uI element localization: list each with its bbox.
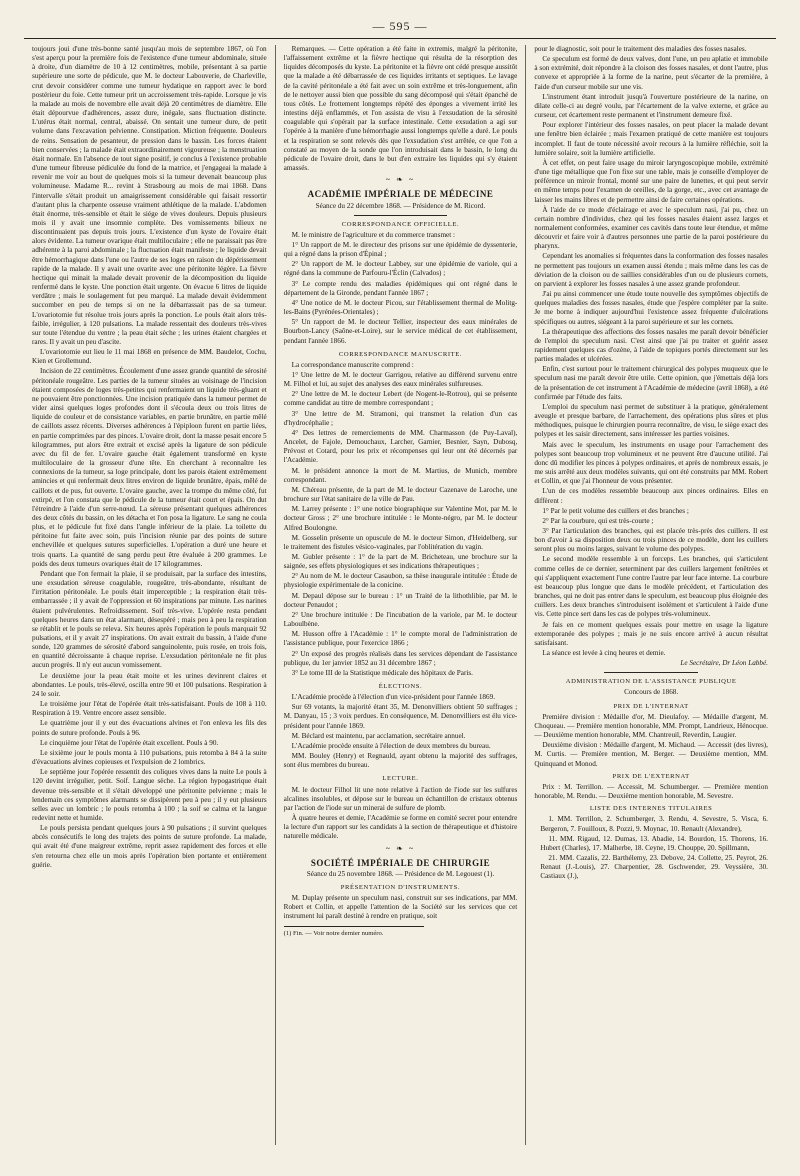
internat-item: Deuxième division : Médaille d'argent, M. Michaud. — Accessit (des livres), M. Curtis. — Première mention, M. Berger. — Deuxième mention, MM. Quinquand et Monod. xyxy=(534,741,768,768)
column-left xyxy=(24,45,275,1145)
ornament-divider: ~ ❧ ~ xyxy=(385,175,416,185)
speculum-paragraph: Enfin, c'est surtout pour le traitement chirurgical des polypes muqueux que le speculum nasi me paraît devoir être utile. Cette opinion, que j'émettais déjà lors de la présentation de cet instrument à l'Académie de médecine (avril 1868), a été confirmée par l'étude des faits. xyxy=(534,365,768,401)
case-paragraph: L'ovariotomie eut lieu le 11 mai 1868 en présence de MM. Baudelot, Cochu, Kien et Grollemund. xyxy=(32,348,267,366)
manuscript-item: M. Gubler présente : 1° de la part de M. Bricheteau, une brochure sur la saignée, ses effets physiologiques et ses indications thérapeutiques ; xyxy=(283,552,518,571)
interns-list-item: 21. MM. Cazalis, 22. Barthélemy, 23. Debove, 24. Collette, 25. Peyrot, 26. Renaut (J.-Louis), 27. Charpentier, 28. Gschwender, 29. Veyssière, 30. Castiaux (J.), xyxy=(540,853,768,881)
speculum-paragraph: Cependant les anomalies si fréquentes dans la conformation des fosses nasales ne permettent pas toujours un examen aussi étendu ; mais même dans les cas de déviation de la cloison ou de saillies considérables d'un ou de plusieurs cornets, on parvient à explorer les fosses nasales à une assez grande profondeur. xyxy=(534,252,768,288)
manuscript-item: 2° Une lettre de M. le docteur Lebert (de Nogent-le-Rotrou), qui se présente comme candidat au titre de membre correspondant ; xyxy=(283,390,518,408)
instruments-title: PRÉSENTATION D'INSTRUMENTS. xyxy=(340,883,461,891)
case-paragraph: Le quatrième jour il y eut des évacuations alvines et l'on enleva les fils des points de suture profonde. Pouls à 96. xyxy=(32,719,267,737)
speculum-paragraph: La séance est levée à cinq heures et demie. xyxy=(542,649,666,657)
official-correspondence-title: CORRESPONDANCE OFFICIELLE. xyxy=(341,220,460,228)
manuscript-item: 3° Une lettre de M. Stramoni, qui transmet la relation d'un cas d'hydrocéphalie ; xyxy=(283,409,518,427)
externat-title: PRIX DE L'EXTERNAT xyxy=(612,772,690,780)
case-paragraph: toujours joui d'une très-bonne santé jusqu'au mois de septembre 1867, où l'on s'est aperçu pour la première fois de l'existence d'une tumeur abdominale, située à droite, d'un diamètre de 10 à 12 centimètres, mobile, présentant à sa partie supérieure une sorte de pédicule, que M. le docteur Labouverie, de Charleville, crut devoir considérer comme une tumeur hydatique en rapport avec le bord postérieur du foie. Cette tumeur prit un accroissement très-rapide. Lorsque je vis la malade au mois de novembre elle avait déjà 20 centimètres de diamètre. Elle était dépourvue d'adhérences, assez dure, inégale, sans fluctuation distincte. L'utérus était normal, central, abaissé. On sentait une tumeur dure, de petit volume dans l'excavation pelvienne. Constipation. Miction fréquente. Douleurs de reins. Sensation de pesanteur, de pression dans le bassin. Les forces étaient bien conservées ; la malade était extraordinairement vigoureuse ; la menstruation était normale. En l'absence de tout signe positif, je conclus à l'existence probable d'une tumeur fibreuse pédiculée du fond de la matrice, et j'engageai la malade à revenir me voir au bout de quelques mois si la tumeur devenait beaucoup plus volumineuse. Madame R... revint à Strasbourg au mois de mai 1868. Dans l'intervalle s'était produit un amaigrissement considérable qui faisait ressortir d'autant plus la charpente osseuse vraiment athlétique de la malade. L'abdomen était énorme, très-sensible et était le siége de vives douleurs. Depuis plusieurs mois il y avait une insomnie complète. Des vomissements bilieux ne discontinuaient pas depuis trois jours. L'existence d'un kyste de l'ovaire était alors évidente. La tumeur ovarique était multiloculaire ; elle ne paraissait pas être adhérente à la paroi abdominale ; la fluctuation était manifeste ; le liquide devait être hémorrhagique dans l'une ou l'autre de ses loges en raison du dépérissement rapide de la malade. Il y avait une ovarite avec une péritonite légère. La fièvre hectique qui minait la malade devait provenir de la décomposition du liquide renfermé dans le kyste. Une ponction était urgente. On évacue 6 litres de liquide verdâtre ; mais le soulagement fut peu marqué. La malade devait évidemment succomber en peu de temps si on ne la débarrassait pas de sa tumeur. L'ovariotomie fut résolue trois jours après la ponction. Le pouls était alors très-faible, irrégulier, à 120 pulsations. La malade ressentait des douleurs très-vives sur toute l'étendue du ventre ; la peau était sèche ; les urines étaient chargées et rares. Il y avait un peu d'ascite. xyxy=(32,45,267,346)
admin-title: ADMINISTRATION DE L'ASSISTANCE PUBLIQUE xyxy=(565,678,737,686)
page-number: — 595 — xyxy=(372,19,428,33)
elections-title: ÉLECTIONS. xyxy=(378,683,423,690)
divider xyxy=(604,672,697,673)
manuscript-item: M. Husson offre à l'Académie : 1° le compte moral de l'administration de l'assistance publique, pour l'exercice 1866 ; xyxy=(283,630,518,648)
manuscript-item: M. Chéreau présente, de la part de M. le docteur Cazenave de Laroche, une brochure sur l'état sanitaire de la ville de Pau. xyxy=(283,485,518,504)
manuscript-item: 2° Une brochure intitulée : De l'incubation de la variole, par M. le docteur Laboulbène. xyxy=(283,610,518,629)
ornament-divider: ~ ❧ ~ xyxy=(385,843,416,853)
lecture-title: LECTURE. xyxy=(382,775,419,783)
column-middle xyxy=(275,45,526,1145)
manuscript-item: M. Depaul dépose sur le bureau : 1° un Traité de la lithothlibie, par M. le docteur Penaudot ; xyxy=(283,591,518,609)
footnote: (1) Fin. — Voir notre dernier numéro. xyxy=(284,926,424,938)
internat-item: Première division : Médaille d'or, M. Dieulafoy. — Médaille d'argent, M. Choqueau. — Première mention honorable, MM. Prompt, Landrieux, Hénocque. — Deuxième mention honorable, MM. Chantreuil, Reverdin, Laugier. xyxy=(534,712,768,740)
externat-text: Prix : M. Terrillon. — Accessit, M. Schumberger. — Première mention honorable, M. Rendu. — Deuxième mention honorable, M. Sevestre. xyxy=(534,782,768,801)
column-right xyxy=(525,45,776,1145)
speculum-paragraph: 2° Par la courbure, qui est très-courte ; xyxy=(542,516,654,525)
case-paragraph: Le septième jour l'opérée ressentit des coliques vives dans la nuite Le pouls à 120 devint irrégulier, petit. Soif. Langue sèche. La région hypogastrique était devenue très-sensible et il s'était développé une péritonite pelvienne ; mais le lendemain ces symptômes alarmants se dissipèrent peu à peu ; il y eut plusieurs selles avec un lombric ; le pouls retomba à 100 ; la soif se calma et la langue redevint nette et humide. xyxy=(32,768,267,822)
surgery-society-title: SOCIÉTÉ IMPÉRIALE DE CHIRURGIE xyxy=(310,857,491,868)
speculum-paragraph: 1° Par le petit volume des cuillers et des branches ; xyxy=(542,506,689,515)
manuscript-item: 2° Au nom de M. le docteur Casaubon, sa thèse inaugurale intitulée : Étude de physiologie expérimentale de la conicine. xyxy=(283,572,518,590)
speculum-paragraph: À cet effet, on peut faire usage du miroir laryngoscopique mobile, extrémité d'une tige métallique que l'on fixe sur une table, mais je conseille d'employer de préférence un miroir frontal, monté sur une paire de lunettes, et qui peut servir en même temps pour l'examen de oreilles, de la gorge, etc., avec cet avantage de laisser les mains libres et de permettre ainsi de faire certaines opérations. xyxy=(534,158,768,204)
manuscript-item: M. Gosselin présente un opuscule de M. le docteur Simon, d'Heidelberg, sur le traitement des fistules vésico-vaginales, par l'oblitération du vagin. xyxy=(283,533,518,551)
surgery-session: Séance du 25 novembre 1868. — Présidence de M. Legouest (1). xyxy=(306,869,495,878)
manuscript-item: 2° Un exposé des progrès réalisés dans les services dépendant de l'assistance publique, du 1er janvier 1852 au 31 décembre 1867 ; xyxy=(283,649,518,667)
speculum-paragraph: Pour explorer l'intérieur des fosses nasales, on peut placer la malade devant une fenêtre bien éclairée ; mais l'examen pratiqué de cette manière est toujours incomplet. Il faut de toute nécessité avoir recours à la lumière réfléchie, soit la lumière solaire, soit la lumière artificielle. xyxy=(534,121,768,157)
internat-title: PRIX DE L'INTERNAT xyxy=(613,702,689,710)
official-item: 5° Un rapport de M. le docteur Tellier, inspecteur des eaux minérales de Bourbon-Lancy (Saône-et-Loire), sur le service médical de cet établissement, pendant l'année 1866. xyxy=(283,318,518,345)
speculum-paragraph: L'emploi du speculum nasi permet de substituer à la pratique, généralement aveugle et presque barbare, de l'arrachement, des opérations plus sûres et plus méthodiques, puisque le chirurgien pourra reconnaître, de visu, le siège exact des polypes et les saisir directement, sans intéresser les parties voisines. xyxy=(534,402,768,439)
elections-item: M. Béclard est maintenu, par acclamation, secrétaire annuel. xyxy=(291,731,466,740)
interns-list-item: 1. MM. Terrillon, 2. Schumberger, 3. Rendu, 4. Sevestre, 5. Visca, 6. Bergeron, 7. Fouilloux, 8. Pozzi, 9. Moynac, 10. Renault (Alexandre), xyxy=(540,815,768,833)
case-paragraph: Le troisième jour l'état de l'opérée était très-satisfaisant. Pouls de 108 à 110. Respiration à 19. Ventre encore assez sensible. xyxy=(32,700,267,718)
interns-list-item: 11. MM. Rigaud, 12. Dumas, 13. Abadie, 14. Bourdon, 15. Thorens, 16. Hubert (Charles), 17. Malherbe, 18. Ceyne, 19. Chouppe, 20. Spillmann, xyxy=(540,834,768,852)
speculum-paragraph: Je fais en ce moment quelques essais pour mettre en usage la ligature extemporanée des polypes ; mais je ne suis encore arrivé à aucun résultat satisfaisant. xyxy=(534,620,768,647)
speculum-paragraph: Le second modèle ressemble à un forceps. Les branches, qui s'articulent comme celles de ce dernier, seterminent par des cuillers largement fenêtrées et qui s'appliquent exactement l'une contre l'autre par leur face interne. La courbure est beaucoup plus longue que dans le modèle précédent, et l'articulation des branches, qui ne doit pas entrer dans le speculum, est beaucoup plus éloignée des cuillers. Les deux branches s'introduisent isolément et s'articulent à l'aide d'une vis. Cette pince sert dans les cas de polypes très-volumineux. xyxy=(534,555,768,619)
lecture-closing: À quatre heures et demie, l'Académie se forme en comité secret pour entendre la lecture d'un rapport sur les candidats à la section de thérapeutique et d'histoire naturelle médicale. xyxy=(283,814,518,841)
case-paragraph: Pendant que l'on fermait la plaie, il se produisait, par la surface des intestins, une exsudation séreuse coagulable, rougeâtre, très-abondante, résultant de l'irritation péritonéale. Le pouls était imperceptible ; la respiration était très-embarrassée ; il y avait de l'oppression et 60 inspirations par minute. Les narines étaient pulvérulentes. Refroidissement. Soif très-vive. L'opérée resta pendant quelques heures dans un état alarmant, désespéré ; mais peu à peu la respiration se rétablit et le pouls se releva. Six heures après l'opération le pouls marquait 92 pulsations, et il y avait 27 inspirations. On avait extrait du bassin, à l'aide d'une sonde, 120 grammes de sérosité d'abord sanguinolente, puis rosée, en trois fois, en quantité décroissante à chaque reprise. L'exsudation péritonéale ne fit plus aucun progrès. Il n'y eut aucun vomissement. xyxy=(32,569,267,670)
lecture-text: M. le docteur Filhol lit une note relative à l'action de l'iode sur les sulfures alcalines insolubles, et dépose sur le bureau un échantillon de cristaux obtenus par l'action de l'iode sur un minerai de sulfure de plomb. xyxy=(283,785,518,812)
manuscript-item: M. le président annonce la mort de M. Martius, de Munich, membre correspondant. xyxy=(283,466,518,484)
instruments-text: M. Duplay présente un speculum nasi, construit sur ses indications, par MM. Robert et Collin, et appelle l'attention de la Société sur les services que cet instrument lui paraît destiné à rendre en pratique, soit xyxy=(283,894,518,921)
concours-title: Concours de 1868. xyxy=(624,688,679,697)
case-paragraph: Le cinquième jour l'état de l'opérée était excellent. Pouls à 90. xyxy=(40,738,219,747)
official-item: 2° Un rapport de M. le docteur Labbey, sur une épidémie de variole, qui a régné dans la commune de Parfouru-l'Éclin (Calvados) ; xyxy=(283,260,518,278)
elections-item: MM. Bouley (Henry) et Regnauld, ayant obtenu la majorité des suffrages, sont élus membres du bureau. xyxy=(283,752,518,770)
speculum-paragraph: À l'aide de ce mode d'éclairage et avec le speculum nasi, j'ai pu, chez un certain nombre d'individus, chez qui les fosses nasales étaient assez larges et normalement conformées, examiner ces cavités dans toute leur étendue, et même découvrir et faire voir à d'autres personnes une partie de la paroi postérieure du pharynx. xyxy=(534,205,768,251)
speculum-paragraph: pour le diagnostic, soit pour le traitement des maladies des fosses nasales. xyxy=(534,45,747,53)
academy-session: Séance du 22 décembre 1868. — Présidence de M. Ricord. xyxy=(315,201,486,210)
speculum-paragraph: J'ai pu ainsi commencer une étude toute nouvelle des symptômes objectifs de quelques maladies des fosses nasales, étude que j'espère compléter par la suite. Je me borne à indiquer aujourd'hui l'existence assez fréquente d'ulcérations spécifiques ou autres, siégeant à la paroi supérieure et sur les cornets. xyxy=(534,290,768,326)
speculum-paragraph: Ce speculum est formé de deux valves, dont l'une, un peu aplatie et immobile à son extrémité, doit répondre à la cloison des fosses nasales, et dont l'autre, plus convexe et appropriée à la forme de la narine, peut s'écarter de la première, à l'aide d'un curseur mobile sur une vis. xyxy=(534,55,768,91)
divider xyxy=(354,215,447,216)
academy-title: ACADÉMIE IMPÉRIALE DE MÉDECINE xyxy=(307,189,494,200)
case-paragraph: Incision de 22 centimètres. Écoulement d'une assez grande quantité de sérosité péritonéale rougeâtre. Les parties de la tumeur situées au voisinage de l'incision étaient composées de loges très-petites qui renfermaient un liquide très-gluant et ne pouvaient être ponctionnées. Une incision pratiquée dans la tumeur permet de vider ainsi quelques loges profondes dont il s'écoula deux ou trois litres de liquide de couleur et de consistance variables, en partie brunâtre, en partie mêlé de caillots assez récents. Diverses adhérences à l'épiploon furent en partie liées, en partie comprimées par des pinces. L'ovaire droit, dont la masse pesait encore 5 kilogrammes, put alors être extrait et excisé après la ligature de son pédicule avec du fil de fer. L'ovaire gauche était également transformé en kyste multiloculaire de la grosseur d'une tête. En cherchant à reconnaître les connexions de la tumeur, sa loge principale, dont les parois étaient extrêmement amincies et qui renfermait deux litres environ de liquide brunâtre, épais, mêlé de caillots et de pus, fut ouverte. L'ovaire gauche, avec la trompe du même côté, fut extirpé, et l'on constata que le pédicule de la tumeur était court et épais. On dut l'étreindre à l'aide d'un serre-nœud. La séreuse présentant quelques adhérences des deux côtés du bassin, on les détacha et l'on posa la ligature. Le sang ne coula plus, et le pédicule fut fixé dans l'angle inférieur de la plaie. La toilette du péritoine fut faite avec soin, puis l'incision réunie par des points de suture enchevillée et quelques sutures superficielles. L'opération a duré une heure et trois quarts. La quantité de sang perdu peut être évaluée à 200 grammes. Le poids des deux tumeurs ovariques était de 17 kilogrammes. xyxy=(32,367,267,568)
manuscript-item: 3° Le tome III de la Statistique médicale des hôpitaux de Paris. xyxy=(291,668,473,677)
manuscript-correspondence-title: CORRESPONDANCE MANUSCRITE. xyxy=(338,350,463,358)
speculum-paragraph: L'un de ces modèles ressemble beaucoup aux pinces ordinaires. Elles en diffèrent : xyxy=(534,487,768,505)
interns-title: LISTE DES INTERNES TITULAIRES xyxy=(589,805,713,813)
header-rule xyxy=(24,38,776,39)
case-paragraph: Le sixième jour le pouls monta à 110 pulsations, puis retomba à 84 à la suite d'évacuations alvines copieuses et l'expulsion de 2 lombrics. xyxy=(32,748,267,767)
speculum-paragraph: La thérapeutique des affections des fosses nasales me paraît devoir bénéficier de l'emploi du speculum nasi. C'est ainsi que j'ai pu traiter et guérir assez rapidement quelques cas d'ozène, à l'aide de topiques portés directement sur les parties malades et ulcérées. xyxy=(534,327,768,364)
columns xyxy=(24,45,776,1145)
secretary-signature: Le Secrétaire, Dr Léon Labbé. xyxy=(680,659,768,668)
official-item: 4° Une notice de M. le docteur Picou, sur l'établissement thermal de Molitg-les-Bains (Pyrénées-Orientales) ; xyxy=(283,298,518,317)
speculum-paragraph: L'instrument étant introduit jusqu'à l'ouverture postérieure de la narine, on dilate celle-ci au degré voulu, par l'écartement de la valve externe, et grâce au curseur, cet écartement reste permanent et l'instrument demeure fixé. xyxy=(534,92,768,120)
case-paragraph: Le deuxième jour la peau était moite et les urines devinrent claires et abondantes. Le pouls, très-élevé, oscilla entre 90 et 100 pulsations. Respiration à 24 le soir. xyxy=(32,671,267,698)
remarks-paragraph: Remarques. — Cette opération a été faite in extremis, malgré la péritonite, l'affaissement extrême et la fièvre hectique qui résulta de la résorption des liquides décomposés du kyste. La péritonite et la fièvre ont cédé presque aussitôt que la malade a été débarrassée de ces liquides irritants et septiques. Le lavage de la cavité péritonéale a été fait avec un soin extrême et très-longuement, afin de le nettoyer aussi bien que possible du sang décomposé qui s'était épanché de tous côtés. Le frottement longtemps répété des éponges a vivement irrité les intestins déjà enflammés, et l'on assista de visu à l'exsudation de la sérosité coagulable qui s'opérait par la surface intestinale. Cette exsudation a agi sur l'opérée à la manière d'une hémorrhagie aussi longtemps qu'elle a duré. Le pouls et la respiration se sont relevés dès que l'exsudation s'est arrêtée, ce que l'on a constaté au moyen de la sonde que l'on introduisait dans le bassin, le long du pédicule de l'ovaire droit, dans le but d'en extraire les liquides qui s'y étaient amassés. xyxy=(283,45,518,173)
case-paragraph: Le pouls persista pendant quelques jours à 90 pulsations ; il survint quelques abcès consécutifs le long des trajets des points de suture profonde. La malade, qui avait été d'une maigreur extrême, reprit assez rapidement des forces et elle s'en retourna chez elle un mois après l'opération bien portante et entièrement guérie. xyxy=(32,824,267,869)
official-item: 3° Le compte rendu des maladies épidémiques qui ont régné dans le département de la Gironde, pendant l'année 1867 ; xyxy=(283,279,518,297)
elections-item: L'Académie procède ensuite à l'élection de deux membres du bureau. xyxy=(291,741,491,750)
manuscript-item: 1° Une lettre de M. le docteur Garrigou, relative au différend survenu entre M. Filhol et lui, au sujet des analyses des eaux minérales sulfureuses. xyxy=(283,371,518,389)
official-item: M. le ministre de l'agriculture et du commerce transmet : xyxy=(291,230,456,239)
elections-item: L'Académie procède à l'élection d'un vice-président pour l'année 1869. xyxy=(291,693,496,702)
manuscript-item: 4° Des lettres de remerciements de MM. Charmasson (de Puy-Laval), Ancelet, de Fajole, Demouchaux, Larcher, Garnier, Besnier, Sayn, Dubosq, Prévost et Cotard, pour les prix et récompenses qui leur ont été décernés par l'Académie. xyxy=(283,428,518,465)
manuscript-item: La correspondance manuscrite comprend : xyxy=(291,360,414,369)
official-item: 1° Un rapport de M. le directeur des prisons sur une épidémie de dyssenterie, qui a régné dans la prison d'Épinal ; xyxy=(283,240,518,259)
elections-item: Sur 69 votants, la majorité étant 35, M. Denonvilliers obtient 50 suffrages ; M. Danyau, 15 ; 3 voix perdues. En conséquence, M. Denonvilliers est élu vice-président pour l'année 1869. xyxy=(283,703,518,730)
manuscript-item: M. Larrey présente : 1° une notice biographique sur Valentine Mot, par M. le docteur Gross ; 2° une brochure intitulée : le Monte-négro, par M. le docteur Alfred Boulongne. xyxy=(283,505,518,532)
speculum-paragraph: 3° Par l'articulation des branches, qui est placée très-près des cuillers. Il est bon d'avoir à sa disposition deux ou trois pinces de ce modèle, dont les cuillers seront plus ou moins larges, suivant le volume des polypes. xyxy=(534,526,768,554)
speculum-paragraph: Mais avec le speculum, les instruments en usage pour l'arrachement des polypes sont beaucoup trop volumineux et ne peuvent être d'aucune utilité. J'ai donc dû modifier les pinces à polypes ordinaires, et après de nombreux essais, je me suis arrêté aux deux modèles suivants, qui ont été construits par MM. Robert et Collin, et que j'ai l'honneur de vous présenter. xyxy=(534,440,768,486)
